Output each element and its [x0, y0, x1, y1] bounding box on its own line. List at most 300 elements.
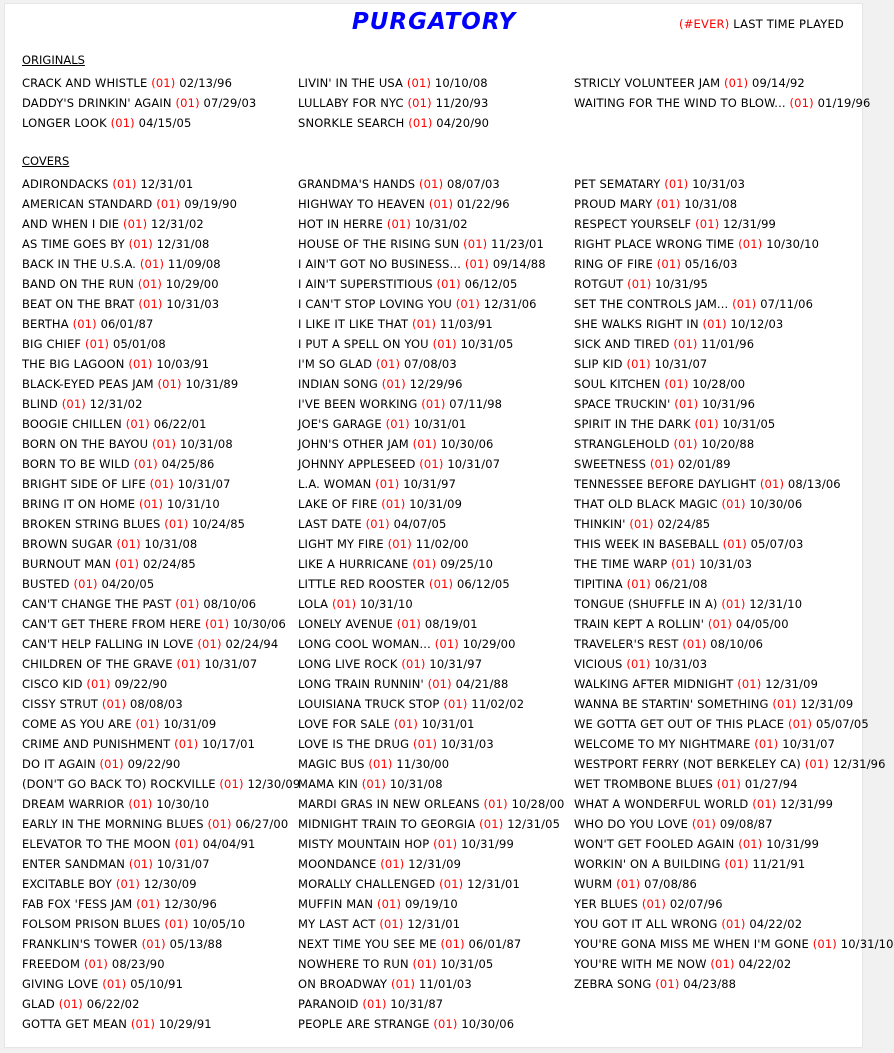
- song-title: ELEVATOR TO THE MOON: [22, 837, 171, 851]
- song-title: CRACK AND WHISTLE: [22, 76, 148, 90]
- song-title: MAGIC BUS: [298, 757, 365, 771]
- play-count: (01): [138, 297, 163, 311]
- play-count: (01): [151, 437, 177, 451]
- song-entry: [22, 954, 300, 974]
- song-title: SOUL KITCHEN: [574, 377, 661, 391]
- song-entry: [298, 874, 564, 894]
- play-count: (01): [138, 497, 164, 511]
- play-count: (01): [83, 957, 109, 971]
- play-count: (01): [722, 537, 747, 551]
- last-played-date: 06/01/87: [468, 937, 522, 951]
- play-count: (01): [804, 757, 829, 771]
- play-count: (01): [673, 337, 698, 351]
- legend-date-label: LAST TIME PLAYED: [733, 17, 844, 31]
- covers-column-3: [574, 174, 894, 994]
- last-played-date: 02/24/94: [225, 637, 279, 651]
- song-entry: [22, 93, 256, 113]
- last-played-date: 06/12/05: [456, 577, 510, 591]
- last-played-date: 12/30/96: [164, 897, 217, 911]
- last-played-date: 05/07/03: [750, 537, 804, 551]
- song-title: BEAT ON THE BRAT: [22, 297, 135, 311]
- song-entry: [22, 374, 300, 394]
- last-played-date: 04/20/05: [101, 577, 155, 591]
- song-entry: [298, 354, 564, 374]
- song-title: AS TIME GOES BY: [22, 237, 125, 251]
- last-played-date: 04/22/02: [738, 957, 792, 971]
- covers-column-2: [298, 174, 564, 1034]
- song-title: THE TIME WARP: [574, 557, 668, 571]
- song-entry: [574, 374, 894, 394]
- song-title: WHO DO YOU LOVE: [574, 817, 689, 831]
- play-count: (01): [629, 517, 654, 531]
- play-count: (01): [207, 817, 232, 831]
- play-count: (01): [434, 637, 459, 651]
- last-played-date: 01/27/94: [744, 777, 798, 791]
- song-entry: [22, 694, 300, 714]
- play-count: (01): [695, 217, 720, 231]
- song-entry: [298, 734, 564, 754]
- song-entry: [298, 794, 564, 814]
- song-entry: [574, 274, 894, 294]
- last-played-date: 08/19/01: [424, 617, 478, 631]
- play-count: (01): [376, 897, 402, 911]
- song-title: TENNESSEE BEFORE DAYLIGHT: [574, 477, 757, 491]
- song-entry: [22, 914, 300, 934]
- play-count: (01): [407, 96, 432, 110]
- last-played-date: 10/29/91: [158, 1017, 212, 1031]
- play-count: (01): [674, 397, 699, 411]
- play-count: (01): [61, 397, 86, 411]
- song-entry: [298, 774, 564, 794]
- song-title: CISSY STRUT: [22, 697, 99, 711]
- play-count: (01): [707, 617, 733, 631]
- play-count: (01): [141, 937, 166, 951]
- play-count: (01): [73, 577, 98, 591]
- song-title: BROKEN STRING BLUES: [22, 517, 161, 531]
- play-count: (01): [428, 577, 454, 591]
- play-count: (01): [427, 677, 452, 691]
- last-played-date: 12/31/09: [765, 677, 819, 691]
- song-entry: [22, 254, 300, 274]
- play-count: (01): [123, 217, 148, 231]
- song-title: EARLY IN THE MORNING BLUES: [22, 817, 204, 831]
- song-entry: [574, 594, 894, 614]
- song-entry: [22, 334, 300, 354]
- song-title: LOVE IS THE DRUG: [298, 737, 410, 751]
- play-count: (01): [627, 277, 652, 291]
- song-entry: [298, 214, 564, 234]
- last-played-date: 02/24/85: [657, 517, 711, 531]
- song-title: PROUD MARY: [574, 197, 653, 211]
- play-count: (01): [332, 597, 357, 611]
- song-title: JOHNNY APPLESEED: [298, 457, 416, 471]
- play-count: (01): [412, 737, 438, 751]
- song-title: BAND ON THE RUN: [22, 277, 135, 291]
- song-entry: [22, 714, 300, 734]
- song-entry: [298, 434, 564, 454]
- song-entry: [22, 494, 300, 514]
- play-count: (01): [219, 777, 244, 791]
- legend: [679, 17, 844, 31]
- last-played-date: 12/31/10: [749, 597, 803, 611]
- play-count: (01): [752, 797, 777, 811]
- play-count: (01): [128, 857, 154, 871]
- last-played-date: 09/14/88: [492, 257, 546, 271]
- last-played-date: 10/31/95: [655, 277, 709, 291]
- song-entry: [574, 93, 870, 113]
- last-played-date: 10/31/87: [390, 997, 444, 1011]
- song-entry: [298, 174, 564, 194]
- song-title: I AIN'T GOT NO BUSINESS...: [298, 257, 462, 271]
- song-entry: [574, 514, 894, 534]
- song-title: LOUISIANA TRUCK STOP: [298, 697, 440, 711]
- song-title: HIGHWAY TO HEAVEN: [298, 197, 426, 211]
- play-count: (01): [411, 317, 437, 331]
- play-count: (01): [205, 617, 230, 631]
- song-entry: [298, 334, 564, 354]
- play-count: (01): [58, 997, 83, 1011]
- song-entry: [298, 694, 564, 714]
- song-title: ZEBRA SONG: [574, 977, 652, 991]
- originals-column-2: [298, 73, 489, 133]
- play-count: (01): [812, 937, 837, 951]
- last-played-date: 04/22/02: [749, 917, 803, 931]
- last-played-date: 04/15/05: [138, 116, 192, 130]
- song-entry: [574, 714, 894, 734]
- last-played-date: 12/31/09: [408, 857, 462, 871]
- song-entry: [298, 93, 489, 113]
- song-entry: [298, 594, 564, 614]
- song-title: RESPECT YOURSELF: [574, 217, 692, 231]
- last-played-date: 10/31/03: [699, 557, 753, 571]
- song-entry: [22, 174, 300, 194]
- song-entry: [298, 194, 564, 214]
- song-entry: [574, 474, 894, 494]
- song-title: INDIAN SONG: [298, 377, 378, 391]
- song-entry: [574, 494, 894, 514]
- last-played-date: 01/19/96: [817, 96, 871, 110]
- play-count: (01): [682, 637, 707, 651]
- play-count: (01): [130, 1017, 156, 1031]
- song-title: BRIGHT SIDE OF LIFE: [22, 477, 146, 491]
- song-entry: [574, 834, 894, 854]
- last-played-date: 10/31/03: [654, 657, 708, 671]
- song-entry: [298, 1014, 564, 1034]
- last-played-date: 10/31/99: [766, 837, 820, 851]
- last-played-date: 12/31/05: [507, 817, 561, 831]
- song-title: MAMA KIN: [298, 777, 358, 791]
- last-played-date: 10/28/00: [692, 377, 746, 391]
- play-count: (01): [433, 1017, 458, 1031]
- last-played-date: 10/31/03: [441, 737, 494, 751]
- song-title: CISCO KID: [22, 677, 83, 691]
- last-played-date: 04/20/90: [436, 116, 490, 130]
- last-played-date: 12/29/96: [409, 377, 463, 391]
- song-title: GIVING LOVE: [22, 977, 99, 991]
- song-title: CRIME AND PUNISHMENT: [22, 737, 171, 751]
- last-played-date: 10/30/06: [440, 437, 494, 451]
- last-played-date: 12/31/02: [89, 397, 143, 411]
- play-count: (01): [772, 697, 797, 711]
- song-title: RING OF FIRE: [574, 257, 653, 271]
- last-played-date: 10/31/07: [177, 477, 231, 491]
- section-heading-originals: ORIGINALS: [22, 53, 85, 67]
- last-played-date: 10/30/06: [749, 497, 803, 511]
- song-title: ENTER SANDMAN: [22, 857, 125, 871]
- song-entry: [22, 354, 300, 374]
- last-played-date: 10/31/05: [722, 417, 776, 431]
- song-title: STRANGLEHOLD: [574, 437, 670, 451]
- last-played-date: 10/31/10: [840, 937, 894, 951]
- play-count: (01): [101, 697, 127, 711]
- play-count: (01): [463, 237, 488, 251]
- song-title: RIGHT PLACE WRONG TIME: [574, 237, 735, 251]
- song-title: NOWHERE TO RUN: [298, 957, 409, 971]
- play-count: (01): [419, 457, 444, 471]
- last-played-date: 09/22/90: [127, 757, 181, 771]
- last-played-date: 06/21/08: [654, 577, 708, 591]
- play-count: (01): [694, 417, 719, 431]
- song-title: BLIND: [22, 397, 58, 411]
- last-played-date: 10/12/03: [730, 317, 784, 331]
- song-entry: [22, 474, 300, 494]
- play-count: (01): [721, 497, 746, 511]
- last-played-date: 10/31/02: [414, 217, 468, 231]
- play-count: (01): [626, 357, 651, 371]
- last-played-date: 12/30/09: [247, 777, 301, 791]
- play-count: (01): [375, 357, 401, 371]
- song-entry: [298, 614, 564, 634]
- song-entry: [574, 454, 894, 474]
- play-count: (01): [112, 177, 137, 191]
- play-count: (01): [72, 317, 97, 331]
- song-title: MY LAST ACT: [298, 917, 376, 931]
- song-title: CAN'T GET THERE FROM HERE: [22, 617, 202, 631]
- play-count: (01): [421, 397, 446, 411]
- last-played-date: 09/08/87: [719, 817, 773, 831]
- last-played-date: 10/31/08: [180, 437, 233, 451]
- last-played-date: 10/24/85: [192, 517, 246, 531]
- play-count: (01): [136, 897, 161, 911]
- song-title: MIDNIGHT TRAIN TO GEORGIA: [298, 817, 476, 831]
- song-entry: [22, 994, 300, 1014]
- song-entry: [574, 674, 894, 694]
- song-entry: [22, 214, 300, 234]
- song-title: TONGUE (SHUFFLE IN A): [574, 597, 718, 611]
- song-entry: [574, 694, 894, 714]
- song-entry: [298, 974, 564, 994]
- song-entry: [574, 554, 894, 574]
- play-count: (01): [789, 96, 814, 110]
- last-played-date: 10/31/08: [389, 777, 443, 791]
- song-title: LITTLE RED ROOSTER: [298, 577, 426, 591]
- song-title: BACK IN THE U.S.A.: [22, 257, 137, 271]
- last-played-date: 11/01/96: [701, 337, 755, 351]
- song-title: LIVIN' IN THE USA: [298, 76, 404, 90]
- song-entry: [574, 934, 894, 954]
- play-count: (01): [649, 457, 675, 471]
- last-played-date: 07/11/98: [449, 397, 503, 411]
- song-entry: [298, 73, 489, 93]
- play-count: (01): [401, 657, 426, 671]
- song-title: BIG CHIEF: [22, 337, 82, 351]
- song-title: THAT OLD BLACK MAGIC: [574, 497, 718, 511]
- last-played-date: 10/10/08: [434, 76, 488, 90]
- song-entry: [22, 294, 300, 314]
- song-entry: [22, 674, 300, 694]
- song-entry: [298, 314, 564, 334]
- play-count: (01): [716, 777, 742, 791]
- legend-count-label: (#EVER): [679, 17, 730, 31]
- play-count: (01): [724, 857, 749, 871]
- last-played-date: 10/20/88: [701, 437, 755, 451]
- song-title: SLIP KID: [574, 357, 623, 371]
- play-count: (01): [412, 957, 437, 971]
- last-played-date: 08/07/03: [447, 177, 500, 191]
- play-count: (01): [433, 837, 458, 851]
- song-title: WURM: [574, 877, 613, 891]
- last-played-date: 11/01/03: [419, 977, 472, 991]
- play-count: (01): [375, 477, 400, 491]
- song-title: BROWN SUGAR: [22, 537, 113, 551]
- song-title: WAITING FOR THE WIND TO BLOW...: [574, 96, 786, 110]
- last-played-date: 10/31/97: [403, 477, 457, 491]
- song-entry: [22, 654, 300, 674]
- song-title: MUFFIN MAN: [298, 897, 374, 911]
- song-title: PEOPLE ARE STRANGE: [298, 1017, 430, 1031]
- song-title: LONG COOL WOMAN...: [298, 637, 431, 651]
- song-entry: [298, 454, 564, 474]
- play-count: (01): [656, 197, 681, 211]
- last-played-date: 10/31/07: [782, 737, 836, 751]
- song-entry: [574, 954, 894, 974]
- song-title: PARANOID: [298, 997, 359, 1011]
- song-entry: [574, 914, 894, 934]
- last-played-date: 09/14/92: [752, 76, 805, 90]
- song-entry: [22, 394, 300, 414]
- song-title: NEXT TIME YOU SEE ME: [298, 937, 437, 951]
- song-entry: [574, 974, 894, 994]
- play-count: (01): [197, 637, 222, 651]
- song-title: LULLABY FOR NYC: [298, 96, 404, 110]
- play-count: (01): [133, 457, 158, 471]
- play-count: (01): [738, 237, 763, 251]
- play-count: (01): [428, 197, 454, 211]
- song-title: FOLSOM PRISON BLUES: [22, 917, 161, 931]
- last-played-date: 10/31/97: [429, 657, 483, 671]
- play-count: (01): [419, 177, 444, 191]
- play-count: (01): [157, 377, 182, 391]
- song-title: LONELY AVENUE: [298, 617, 393, 631]
- song-title: WET TROMBONE BLUES: [574, 777, 713, 791]
- song-title: GRANDMA'S HANDS: [298, 177, 416, 191]
- last-played-date: 10/29/00: [462, 637, 516, 651]
- song-entry: [298, 834, 564, 854]
- play-count: (01): [691, 817, 717, 831]
- play-count: (01): [641, 897, 667, 911]
- last-played-date: 05/07/05: [816, 717, 869, 731]
- last-played-date: 11/23/01: [491, 237, 544, 251]
- song-title: FREEDOM: [22, 957, 81, 971]
- last-played-date: 08/13/06: [787, 477, 841, 491]
- song-entry: [22, 574, 300, 594]
- last-played-date: 05/13/88: [169, 937, 223, 951]
- last-played-date: 07/08/03: [403, 357, 457, 371]
- song-entry: [298, 494, 564, 514]
- song-title: JOE'S GARAGE: [298, 417, 382, 431]
- song-title: PET SEMATARY: [574, 177, 661, 191]
- song-title: CAN'T CHANGE THE PAST: [22, 597, 172, 611]
- last-played-date: 10/17/01: [202, 737, 256, 751]
- play-count: (01): [368, 757, 393, 771]
- song-entry: [574, 754, 894, 774]
- last-played-date: 05/01/08: [113, 337, 166, 351]
- song-entry: [22, 414, 300, 434]
- last-played-date: 12/31/01: [467, 877, 520, 891]
- last-played-date: 12/31/08: [156, 237, 210, 251]
- song-entry: [22, 1014, 300, 1034]
- play-count: (01): [128, 797, 153, 811]
- song-entry: [22, 234, 300, 254]
- last-played-date: 12/31/06: [483, 297, 537, 311]
- last-played-date: 06/01/87: [100, 317, 154, 331]
- play-count: (01): [737, 677, 762, 691]
- song-entry: [574, 814, 894, 834]
- song-title: I'M SO GLAD: [298, 357, 373, 371]
- last-played-date: 10/31/96: [702, 397, 756, 411]
- play-count: (01): [616, 877, 641, 891]
- last-played-date: 08/08/03: [129, 697, 183, 711]
- last-played-date: 10/31/09: [409, 497, 463, 511]
- play-count: (01): [137, 277, 163, 291]
- song-title: BERTHA: [22, 317, 69, 331]
- song-title: BRING IT ON HOME: [22, 497, 136, 511]
- play-count: (01): [116, 537, 141, 551]
- song-entry: [574, 73, 870, 93]
- song-title: (DON'T GO BACK TO) ROCKVILLE: [22, 777, 216, 791]
- play-count: (01): [738, 837, 763, 851]
- song-title: LONG LIVE ROCK: [298, 657, 398, 671]
- song-title: MORALLY CHALLENGED: [298, 877, 436, 891]
- covers-column-1: [22, 174, 300, 1034]
- song-title: JOHN'S OTHER JAM: [298, 437, 409, 451]
- play-count: (01): [702, 317, 727, 331]
- song-title: I PUT A SPELL ON YOU: [298, 337, 429, 351]
- last-played-date: 10/29/00: [165, 277, 219, 291]
- play-count: (01): [110, 116, 135, 130]
- song-title: MARDI GRAS IN NEW ORLEANS: [298, 797, 480, 811]
- last-played-date: 08/23/90: [111, 957, 165, 971]
- song-title: WESTPORT FERRY (NOT BERKELEY CA): [574, 757, 801, 771]
- song-entry: [22, 754, 300, 774]
- song-title: YER BLUES: [574, 897, 638, 911]
- song-entry: [22, 734, 300, 754]
- play-count: (01): [724, 76, 749, 90]
- song-entry: [298, 474, 564, 494]
- song-entry: [298, 294, 564, 314]
- song-title: LONG TRAIN RUNNIN': [298, 677, 424, 691]
- song-entry: [22, 534, 300, 554]
- song-title: SPIRIT IN THE DARK: [574, 417, 691, 431]
- song-entry: [574, 794, 894, 814]
- play-count: (01): [787, 717, 813, 731]
- song-title: FAB FOX 'FESS JAM: [22, 897, 133, 911]
- song-title: TIPITINA: [574, 577, 623, 591]
- song-title: BURNOUT MAN: [22, 557, 112, 571]
- play-count: (01): [176, 657, 201, 671]
- play-count: (01): [115, 877, 141, 891]
- song-entry: [298, 814, 564, 834]
